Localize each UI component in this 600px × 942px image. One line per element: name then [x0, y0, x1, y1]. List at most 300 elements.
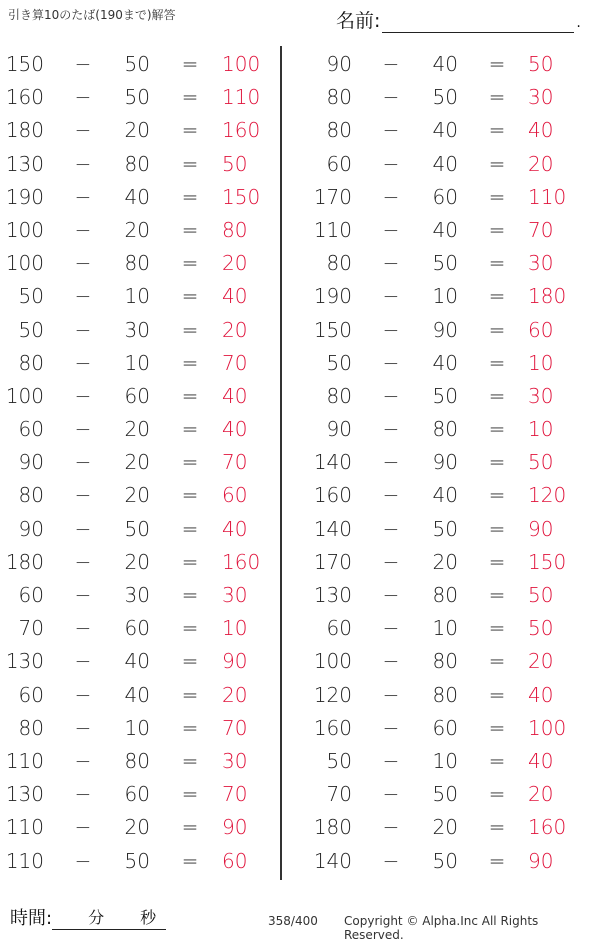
answer: 40	[222, 516, 248, 541]
minus-sign: −	[74, 782, 92, 807]
name-dot: .	[576, 15, 581, 31]
minus-sign: −	[382, 383, 400, 408]
problem-row	[300, 48, 600, 81]
equals-sign: =	[488, 184, 506, 209]
minuend: 100	[5, 383, 44, 408]
problem-row	[0, 679, 280, 712]
equals-sign: =	[181, 682, 199, 707]
answer: 160	[222, 549, 261, 574]
minutes-label: 分	[88, 908, 105, 927]
minus-sign: −	[74, 417, 92, 442]
equals-sign: =	[181, 317, 199, 342]
answer: 20	[528, 649, 554, 674]
minus-sign: −	[382, 715, 400, 740]
equals-sign: =	[181, 549, 199, 574]
answer: 40	[528, 682, 554, 707]
answer: 40	[222, 417, 248, 442]
minus-sign: −	[382, 516, 400, 541]
equals-sign: =	[488, 649, 506, 674]
equals-sign: =	[488, 483, 506, 508]
equals-sign: =	[488, 583, 506, 607]
minuend: 110	[5, 748, 44, 773]
subtrahend: 50	[432, 85, 458, 110]
subtrahend: 80	[124, 748, 150, 773]
subtrahend: 50	[124, 848, 150, 873]
minus-sign: −	[382, 682, 400, 707]
subtrahend: 80	[432, 649, 458, 674]
minuend: 170	[313, 549, 352, 574]
minuend: 120	[313, 682, 352, 707]
answer: 150	[222, 184, 261, 209]
equals-sign: =	[488, 715, 506, 740]
answer: 30	[222, 748, 248, 773]
answer: 30	[528, 383, 554, 408]
minuend: 100	[313, 649, 352, 674]
subtrahend: 40	[432, 118, 458, 143]
answer: 20	[528, 151, 554, 176]
equals-sign: =	[488, 815, 506, 840]
minuend: 60	[18, 583, 44, 607]
problem-row	[300, 347, 600, 380]
equals-sign: =	[181, 848, 199, 873]
seconds-label: 秒	[140, 908, 157, 927]
minuend: 60	[18, 417, 44, 442]
problem-row	[0, 712, 280, 745]
column-divider	[280, 46, 282, 880]
problem-row	[0, 214, 280, 247]
minus-sign: −	[382, 483, 400, 508]
subtrahend: 20	[124, 217, 150, 242]
minus-sign: −	[382, 284, 400, 309]
answer: 30	[528, 251, 554, 276]
subtrahend: 50	[124, 516, 150, 541]
minuend: 160	[313, 715, 352, 740]
equals-sign: =	[488, 52, 506, 76]
minuend: 80	[326, 251, 352, 276]
subtrahend: 50	[124, 85, 150, 110]
minuend: 180	[313, 815, 352, 840]
equals-sign: =	[488, 217, 506, 242]
problem-row	[300, 148, 600, 181]
answer: 110	[528, 184, 567, 209]
minus-sign: −	[382, 85, 400, 110]
subtrahend: 10	[432, 616, 458, 641]
problem-row	[0, 347, 280, 380]
minuend: 190	[313, 284, 352, 309]
problem-row	[0, 181, 280, 214]
time-field	[10, 904, 166, 930]
minuend: 80	[18, 350, 44, 375]
answer: 70	[222, 350, 248, 375]
worksheet-title: 引き算10のたば(190まで)解答	[8, 8, 176, 22]
subtrahend: 20	[124, 417, 150, 442]
minus-sign: −	[74, 616, 92, 641]
subtrahend: 40	[432, 217, 458, 242]
minuend: 180	[5, 118, 44, 143]
problem-row	[0, 645, 280, 678]
problem-row	[300, 645, 600, 678]
equals-sign: =	[488, 284, 506, 309]
problem-row	[300, 845, 600, 878]
equals-sign: =	[488, 85, 506, 110]
problem-row	[0, 446, 280, 479]
problem-row	[300, 612, 600, 645]
minus-sign: −	[74, 52, 92, 76]
minuend: 80	[326, 85, 352, 110]
minus-sign: −	[74, 682, 92, 707]
equals-sign: =	[488, 516, 506, 541]
problem-row	[0, 280, 280, 313]
minus-sign: −	[382, 583, 400, 607]
answer: 10	[528, 417, 554, 442]
subtrahend: 10	[432, 748, 458, 773]
equals-sign: =	[181, 616, 199, 641]
minus-sign: −	[382, 184, 400, 209]
equals-sign: =	[181, 85, 199, 110]
minuend: 90	[18, 516, 44, 541]
minus-sign: −	[382, 251, 400, 276]
minus-sign: −	[74, 118, 92, 143]
problem-row	[300, 579, 600, 612]
problem-row	[300, 479, 600, 512]
answer: 90	[222, 815, 248, 840]
minuend: 50	[326, 748, 352, 773]
problem-row	[300, 280, 600, 313]
answer: 20	[222, 251, 248, 276]
minus-sign: −	[74, 549, 92, 574]
problem-row	[0, 314, 280, 347]
answer: 60	[222, 483, 248, 508]
problem-row	[300, 413, 600, 446]
answer: 70	[528, 217, 554, 242]
answer: 50	[528, 52, 554, 76]
subtrahend: 20	[432, 549, 458, 574]
answer: 100	[222, 52, 261, 76]
subtrahend: 80	[432, 417, 458, 442]
answer: 70	[222, 715, 248, 740]
answer: 50	[528, 450, 554, 475]
equals-sign: =	[488, 848, 506, 873]
subtrahend: 40	[432, 52, 458, 76]
answer: 90	[222, 649, 248, 674]
equals-sign: =	[181, 151, 199, 176]
problem-row	[0, 513, 280, 546]
problem-row	[300, 380, 600, 413]
minus-sign: −	[74, 317, 92, 342]
answer: 160	[222, 118, 261, 143]
name-label: 名前:	[336, 10, 381, 32]
minuend: 170	[313, 184, 352, 209]
minuend: 90	[18, 450, 44, 475]
problem-row	[300, 114, 600, 147]
minuend: 90	[326, 52, 352, 76]
problem-row	[300, 712, 600, 745]
equals-sign: =	[488, 317, 506, 342]
subtrahend: 30	[124, 317, 150, 342]
minuend: 70	[18, 616, 44, 641]
subtrahend: 40	[432, 483, 458, 508]
equals-sign: =	[488, 782, 506, 807]
equals-sign: =	[181, 350, 199, 375]
subtrahend: 50	[432, 782, 458, 807]
problem-row	[0, 380, 280, 413]
minus-sign: −	[382, 616, 400, 641]
answer: 20	[222, 317, 248, 342]
subtrahend: 20	[124, 450, 150, 475]
problem-row	[300, 513, 600, 546]
answer: 50	[222, 151, 248, 176]
problem-row	[300, 247, 600, 280]
subtrahend: 10	[124, 284, 150, 309]
minus-sign: −	[382, 317, 400, 342]
equals-sign: =	[181, 284, 199, 309]
equals-sign: =	[181, 748, 199, 773]
copyright: Copyright © Alpha.Inc All Rights Reserved.	[344, 914, 539, 942]
minus-sign: −	[74, 516, 92, 541]
subtrahend: 30	[124, 583, 150, 607]
equals-sign: =	[181, 483, 199, 508]
equals-sign: =	[181, 782, 199, 807]
subtrahend: 20	[124, 815, 150, 840]
minuend: 50	[18, 284, 44, 309]
problem-row	[0, 845, 280, 878]
answer: 60	[528, 317, 554, 342]
subtrahend: 80	[124, 251, 150, 276]
minus-sign: −	[74, 383, 92, 408]
minuend: 80	[326, 383, 352, 408]
minuend: 190	[5, 184, 44, 209]
minuend: 60	[326, 151, 352, 176]
answer: 110	[222, 85, 261, 110]
problem-row	[0, 778, 280, 811]
minuend: 50	[18, 317, 44, 342]
problem-row	[0, 479, 280, 512]
subtrahend: 60	[432, 184, 458, 209]
subtrahend: 80	[432, 682, 458, 707]
problem-row	[0, 546, 280, 579]
minuend: 110	[5, 848, 44, 873]
problem-row	[300, 214, 600, 247]
problem-row	[300, 446, 600, 479]
equals-sign: =	[488, 748, 506, 773]
minuend: 80	[326, 118, 352, 143]
minuend: 130	[5, 151, 44, 176]
answer: 50	[528, 616, 554, 641]
minuend: 160	[5, 85, 44, 110]
subtrahend: 90	[432, 450, 458, 475]
answer: 30	[528, 85, 554, 110]
answer: 90	[528, 848, 554, 873]
minuend: 90	[326, 417, 352, 442]
problem-row	[300, 679, 600, 712]
equals-sign: =	[181, 118, 199, 143]
minus-sign: −	[74, 151, 92, 176]
minus-sign: −	[74, 649, 92, 674]
minus-sign: −	[74, 450, 92, 475]
minuend: 140	[313, 450, 352, 475]
minus-sign: −	[382, 450, 400, 475]
minus-sign: −	[74, 815, 92, 840]
equals-sign: =	[488, 682, 506, 707]
left-problem-column	[0, 48, 280, 878]
minuend: 80	[18, 483, 44, 508]
minus-sign: −	[74, 251, 92, 276]
subtrahend: 60	[432, 715, 458, 740]
subtrahend: 80	[432, 583, 458, 607]
minuend: 140	[313, 516, 352, 541]
equals-sign: =	[181, 251, 199, 276]
answer: 40	[222, 383, 248, 408]
equals-sign: =	[488, 151, 506, 176]
minuend: 80	[18, 715, 44, 740]
minus-sign: −	[382, 350, 400, 375]
minus-sign: −	[74, 848, 92, 873]
problem-row	[0, 114, 280, 147]
minuend: 140	[313, 848, 352, 873]
minus-sign: −	[382, 118, 400, 143]
answer: 70	[222, 450, 248, 475]
page-number: 358/400	[268, 914, 318, 928]
minuend: 130	[5, 649, 44, 674]
problem-row	[0, 148, 280, 181]
subtrahend: 50	[432, 848, 458, 873]
name-field	[336, 6, 581, 33]
minus-sign: −	[74, 583, 92, 607]
subtrahend: 10	[432, 284, 458, 309]
minus-sign: −	[74, 284, 92, 309]
minuend: 150	[313, 317, 352, 342]
minus-sign: −	[382, 417, 400, 442]
subtrahend: 40	[124, 649, 150, 674]
subtrahend: 40	[432, 151, 458, 176]
subtrahend: 80	[124, 151, 150, 176]
minus-sign: −	[382, 549, 400, 574]
minus-sign: −	[74, 483, 92, 508]
subtrahend: 50	[432, 251, 458, 276]
equals-sign: =	[488, 251, 506, 276]
minus-sign: −	[382, 848, 400, 873]
problem-row	[300, 546, 600, 579]
minus-sign: −	[74, 748, 92, 773]
time-label: 時間:	[10, 908, 53, 929]
answer: 10	[528, 350, 554, 375]
equals-sign: =	[488, 417, 506, 442]
problem-row	[0, 247, 280, 280]
minuend: 100	[5, 251, 44, 276]
minuend: 100	[5, 217, 44, 242]
answer: 60	[222, 848, 248, 873]
subtrahend: 10	[124, 715, 150, 740]
minus-sign: −	[74, 715, 92, 740]
subtrahend: 60	[124, 383, 150, 408]
answer: 150	[528, 549, 567, 574]
equals-sign: =	[488, 383, 506, 408]
minus-sign: −	[382, 52, 400, 76]
equals-sign: =	[488, 549, 506, 574]
problem-row	[300, 745, 600, 778]
subtrahend: 50	[124, 52, 150, 76]
minus-sign: −	[74, 184, 92, 209]
answer: 20	[222, 682, 248, 707]
equals-sign: =	[181, 815, 199, 840]
answer: 180	[528, 284, 567, 309]
equals-sign: =	[488, 118, 506, 143]
problem-row	[0, 579, 280, 612]
subtrahend: 40	[124, 682, 150, 707]
minuend: 60	[18, 682, 44, 707]
equals-sign: =	[181, 184, 199, 209]
minuend: 180	[5, 549, 44, 574]
problem-row	[300, 81, 600, 114]
minuend: 50	[326, 350, 352, 375]
minuend: 110	[5, 815, 44, 840]
problem-row	[300, 811, 600, 844]
problem-row	[0, 48, 280, 81]
minus-sign: −	[382, 151, 400, 176]
equals-sign: =	[488, 350, 506, 375]
equals-sign: =	[181, 417, 199, 442]
subtrahend: 40	[432, 350, 458, 375]
subtrahend: 20	[432, 815, 458, 840]
equals-sign: =	[181, 450, 199, 475]
minus-sign: −	[74, 217, 92, 242]
equals-sign: =	[181, 715, 199, 740]
answer: 50	[528, 583, 554, 607]
problem-row	[300, 778, 600, 811]
minus-sign: −	[382, 748, 400, 773]
subtrahend: 20	[124, 549, 150, 574]
equals-sign: =	[181, 52, 199, 76]
answer: 30	[222, 583, 248, 607]
subtrahend: 20	[124, 483, 150, 508]
minus-sign: −	[74, 85, 92, 110]
problem-row	[0, 612, 280, 645]
subtrahend: 60	[124, 616, 150, 641]
problem-row	[0, 745, 280, 778]
name-underline	[382, 14, 574, 33]
answer: 40	[528, 748, 554, 773]
answer: 10	[222, 616, 248, 641]
minuend: 110	[313, 217, 352, 242]
equals-sign: =	[181, 516, 199, 541]
equals-sign: =	[181, 583, 199, 607]
problem-row	[0, 413, 280, 446]
problem-row	[0, 81, 280, 114]
minuend: 130	[5, 782, 44, 807]
minuend: 150	[5, 52, 44, 76]
minuend: 60	[326, 616, 352, 641]
answer: 100	[528, 715, 567, 740]
minus-sign: −	[382, 815, 400, 840]
answer: 160	[528, 815, 567, 840]
minus-sign: −	[382, 649, 400, 674]
subtrahend: 60	[124, 782, 150, 807]
subtrahend: 20	[124, 118, 150, 143]
answer: 40	[528, 118, 554, 143]
minuend: 70	[326, 782, 352, 807]
subtrahend: 40	[124, 184, 150, 209]
equals-sign: =	[488, 616, 506, 641]
minuend: 160	[313, 483, 352, 508]
minus-sign: −	[382, 782, 400, 807]
answer: 80	[222, 217, 248, 242]
right-problem-column	[300, 48, 600, 878]
minus-sign: −	[382, 217, 400, 242]
time-underline	[52, 909, 166, 930]
problem-row	[0, 811, 280, 844]
equals-sign: =	[181, 217, 199, 242]
answer: 120	[528, 483, 567, 508]
